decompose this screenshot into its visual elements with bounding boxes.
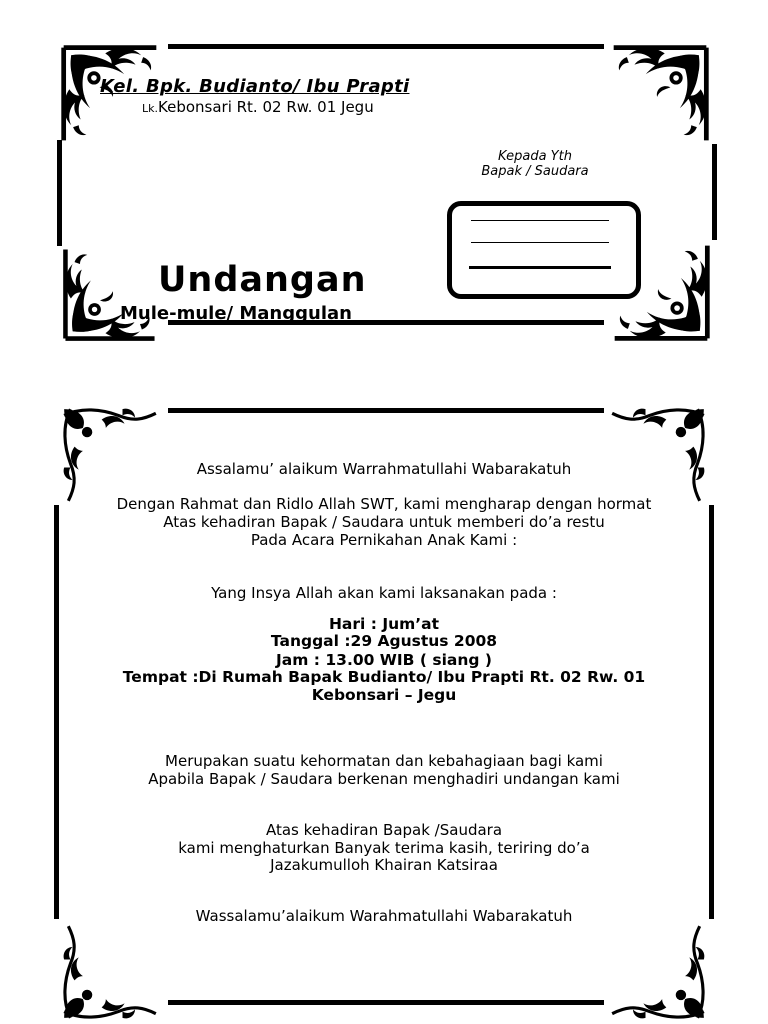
recipient-address-box <box>447 201 641 299</box>
event-time: Jam : 13.00 WIB ( siang ) <box>276 651 492 669</box>
recipient-greeting-line1: Kepada Yth <box>498 149 572 164</box>
invitation-title: Undangan <box>158 260 367 300</box>
opening-greeting: Assalamu’ alaikum Warrahmatullahi Wabarakatuh <box>196 460 572 478</box>
recipient-greeting-line2: Bapak / Saudara <box>481 164 589 179</box>
thanks-line-3: Jazakumulloh Khairan Katsiraa <box>270 856 498 874</box>
intro-line-2: Atas kehadiran Bapak / Saudara untuk memberi do’a restu <box>163 513 605 531</box>
address-line <box>469 266 611 269</box>
flourish-corner-icon <box>602 405 714 505</box>
letter-left-border <box>54 505 59 919</box>
thanks-line-1: Atas kehadiran Bapak /Saudara <box>265 821 503 839</box>
event-place-line-2: Kebonsari – Jegu <box>311 686 457 704</box>
flourish-corner-icon <box>54 405 166 505</box>
letter-card <box>0 395 768 1024</box>
ornate-scroll-corner-icon <box>602 42 718 146</box>
flourish-corner-icon <box>602 922 714 1022</box>
event-place-line-1: Tempat :Di Rumah Bapak Budianto/ Ibu Prapti Rt. 02 Rw. 01 <box>122 668 646 686</box>
envelope-card <box>0 0 768 360</box>
intro-line-1: Dengan Rahmat dan Ridlo Allah SWT, kami mengharap dengan hormat <box>116 495 652 513</box>
address-prefix: Lk. <box>142 102 158 115</box>
sender-name: Kel. Bpk. Budianto/ Ibu Prapti <box>100 76 410 97</box>
thanks-line-2: kami menghaturkan Banyak terima kasih, teriring do’a <box>178 839 590 857</box>
letter-bottom-border <box>168 1000 604 1005</box>
closing-greeting: Wassalamu’alaikum Warahmatullahi Wabarakatuh <box>195 907 573 925</box>
envelope-top-border <box>168 44 604 49</box>
address-text: Kebonsari Rt. 02 Rw. 01 Jegu <box>158 98 374 116</box>
schedule-intro: Yang Insya Allah akan kami laksanakan pada : <box>211 584 557 602</box>
address-line <box>471 220 609 221</box>
address-line <box>471 242 609 243</box>
letter-right-border <box>709 505 714 919</box>
event-date: Tanggal :29 Agustus 2008 <box>270 632 498 650</box>
event-day: Hari : Jum’at <box>328 615 440 633</box>
flourish-corner-icon <box>54 922 166 1022</box>
honor-line-2: Apabila Bapak / Saudara berkenan menghadiri undangan kami <box>148 770 620 788</box>
envelope-left-border <box>57 140 62 246</box>
invitation-subtitle: Mule-mule/ Manggulan <box>120 303 352 322</box>
envelope-right-border <box>712 144 717 240</box>
intro-line-3: Pada Acara Pernikahan Anak Kami : <box>250 531 518 549</box>
honor-line-1: Merupakan suatu kehormatan dan kebahagiaan bagi kami <box>165 752 603 770</box>
sender-address <box>142 98 374 116</box>
letter-top-border <box>168 408 604 413</box>
recipient-greeting <box>470 149 600 179</box>
ornate-scroll-corner-icon <box>54 244 166 344</box>
